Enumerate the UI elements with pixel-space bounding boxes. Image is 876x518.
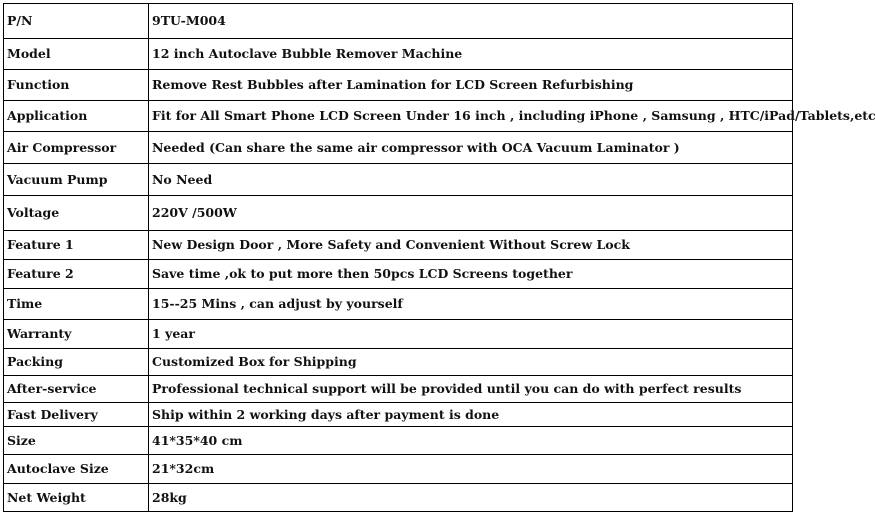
row-label: After-service xyxy=(4,376,149,403)
row-label: Time xyxy=(4,289,149,320)
row-value: 21*32cm xyxy=(149,455,793,484)
spec-table xyxy=(3,3,876,512)
table-row xyxy=(4,164,793,196)
row-label: Model xyxy=(4,39,149,70)
row-value: Needed (Can share the same air compressor with OCA Vacuum Laminator ) xyxy=(149,132,793,164)
row-label: Feature 1 xyxy=(4,231,149,260)
table-row xyxy=(4,320,793,349)
table-row xyxy=(4,427,793,455)
row-label: Net Weight xyxy=(4,484,149,512)
row-label: Packing xyxy=(4,349,149,376)
row-label: Autoclave Size xyxy=(4,455,149,484)
row-label: Warranty xyxy=(4,320,149,349)
row-label: Vacuum Pump xyxy=(4,164,149,196)
row-value: Ship within 2 working days after payment is done xyxy=(149,403,793,427)
row-value: No Need xyxy=(149,164,793,196)
table-row xyxy=(4,196,793,231)
table-row xyxy=(4,455,793,484)
row-value: 220V /500W xyxy=(149,196,793,231)
table-row xyxy=(4,289,793,320)
table-row xyxy=(4,349,793,376)
row-label: Function xyxy=(4,70,149,101)
table-row xyxy=(4,376,793,403)
table-row xyxy=(4,39,793,70)
row-label: Fast Delivery xyxy=(4,403,149,427)
row-value: Customized Box for Shipping xyxy=(149,349,793,376)
row-value: New Design Door , More Safety and Convenient Without Screw Lock xyxy=(149,231,793,260)
row-label: Application xyxy=(4,101,149,132)
table-row xyxy=(4,4,793,39)
table-row xyxy=(4,70,793,101)
row-value: Professional technical support will be provided until you can do with perfect results xyxy=(149,376,793,403)
table-row xyxy=(4,403,793,427)
table-row xyxy=(4,132,793,164)
table-row xyxy=(4,484,793,512)
row-value: 28kg xyxy=(149,484,793,512)
row-value: 9TU-M004 xyxy=(149,4,793,39)
table-row xyxy=(4,231,793,260)
row-label: Feature 2 xyxy=(4,260,149,289)
spec-table-body xyxy=(4,4,876,512)
row-value: Remove Rest Bubbles after Lamination for LCD Screen Refurbishing xyxy=(149,70,793,101)
row-label: P/N xyxy=(4,4,149,39)
row-value: Save time ,ok to put more then 50pcs LCD Screens together xyxy=(149,260,793,289)
row-label: Air Compressor xyxy=(4,132,149,164)
row-label: Voltage xyxy=(4,196,149,231)
row-label: Size xyxy=(4,427,149,455)
row-value: 12 inch Autoclave Bubble Remover Machine xyxy=(149,39,793,70)
row-value: 1 year xyxy=(149,320,793,349)
table-row xyxy=(4,260,793,289)
table-row xyxy=(4,101,793,132)
row-value: 15--25 Mins , can adjust by yourself xyxy=(149,289,793,320)
row-value: Fit for All Smart Phone LCD Screen Under 16 inch , including iPhone , Samsung , HTC/iPad/Tablets,etc xyxy=(149,101,793,132)
row-value: 41*35*40 cm xyxy=(149,427,793,455)
